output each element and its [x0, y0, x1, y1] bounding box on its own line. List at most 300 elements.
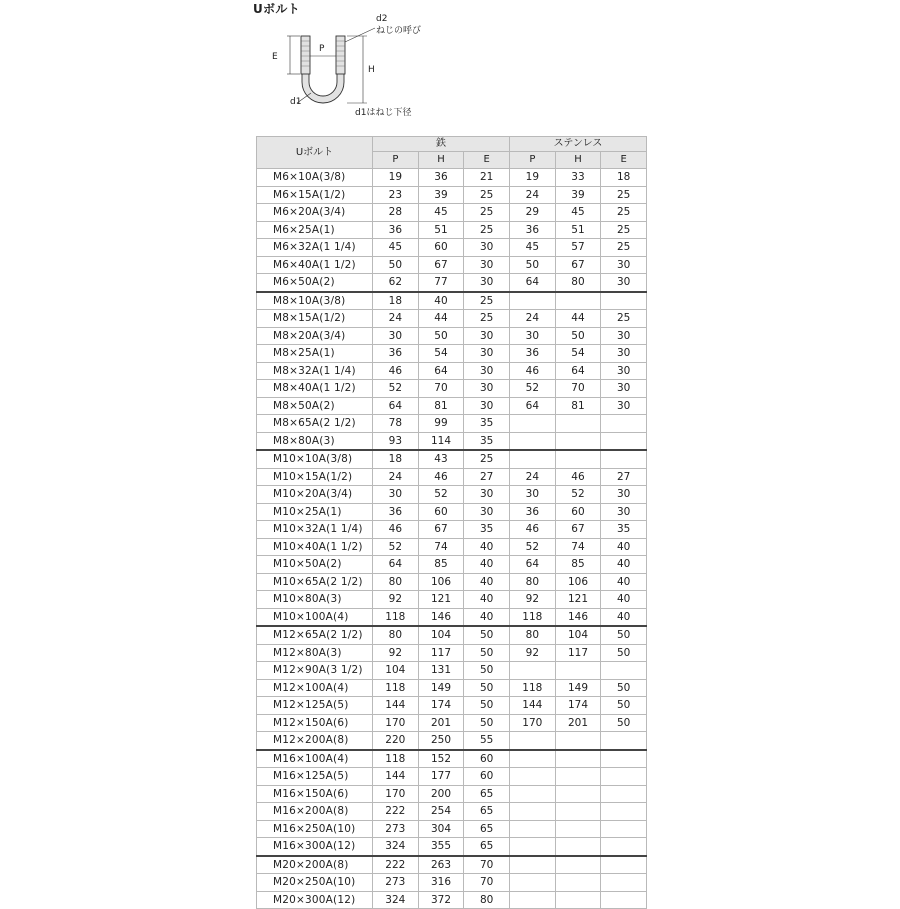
- cell-iron-p: 46: [373, 362, 419, 380]
- cell-iron-p: 36: [373, 221, 419, 239]
- cell-size: M12×80A(3): [257, 644, 373, 662]
- cell-iron-e: 27: [464, 468, 510, 486]
- cell-stainless-e: 50: [601, 697, 647, 715]
- cell-stainless-e: 30: [601, 274, 647, 292]
- cell-iron-h: 250: [418, 732, 464, 750]
- cell-iron-e: 30: [464, 345, 510, 363]
- cell-size: M10×20A(3/4): [257, 486, 373, 504]
- cell-iron-p: 62: [373, 274, 419, 292]
- cell-iron-h: 177: [418, 768, 464, 786]
- cell-size: M10×65A(2 1/2): [257, 573, 373, 591]
- cell-iron-h: 304: [418, 820, 464, 838]
- cell-iron-p: 19: [373, 169, 419, 187]
- cell-iron-e: 25: [464, 310, 510, 328]
- cell-iron-p: 30: [373, 486, 419, 504]
- cell-size: M6×20A(3/4): [257, 204, 373, 222]
- cell-size: M20×200A(8): [257, 856, 373, 874]
- cell-iron-e: 30: [464, 397, 510, 415]
- cell-iron-p: 23: [373, 186, 419, 204]
- table-row: [257, 838, 647, 856]
- label-p: P: [319, 44, 325, 54]
- cell-stainless-e: 30: [601, 362, 647, 380]
- cell-iron-p: 18: [373, 292, 419, 310]
- cell-stainless-e: [601, 838, 647, 856]
- cell-iron-h: 200: [418, 785, 464, 803]
- cell-iron-h: 46: [418, 468, 464, 486]
- table-row: [257, 662, 647, 680]
- cell-iron-h: 85: [418, 556, 464, 574]
- cell-stainless-e: [601, 820, 647, 838]
- cell-iron-e: 30: [464, 486, 510, 504]
- cell-stainless-e: [601, 768, 647, 786]
- spec-table-body: [257, 169, 647, 909]
- cell-stainless-e: 25: [601, 310, 647, 328]
- cell-iron-p: 92: [373, 591, 419, 609]
- cell-stainless-e: [601, 785, 647, 803]
- cell-size: M16×300A(12): [257, 838, 373, 856]
- cell-stainless-e: 30: [601, 503, 647, 521]
- table-row: [257, 785, 647, 803]
- cell-stainless-h: 146: [555, 608, 601, 626]
- cell-stainless-e: 30: [601, 397, 647, 415]
- cell-stainless-e: 25: [601, 204, 647, 222]
- cell-iron-h: 45: [418, 204, 464, 222]
- cell-stainless-p: 30: [510, 486, 556, 504]
- table-row: [257, 432, 647, 450]
- table-row: [257, 697, 647, 715]
- cell-stainless-h: 33: [555, 169, 601, 187]
- cell-stainless-h: 106: [555, 573, 601, 591]
- cell-iron-e: 65: [464, 820, 510, 838]
- cell-stainless-p: 118: [510, 679, 556, 697]
- cell-stainless-e: 30: [601, 345, 647, 363]
- cell-stainless-e: 50: [601, 644, 647, 662]
- cell-stainless-e: 25: [601, 186, 647, 204]
- cell-stainless-p: [510, 820, 556, 838]
- cell-size: M20×300A(12): [257, 891, 373, 909]
- cell-iron-p: 64: [373, 556, 419, 574]
- cell-stainless-p: 80: [510, 573, 556, 591]
- table-row: [257, 556, 647, 574]
- cell-size: M10×15A(1/2): [257, 468, 373, 486]
- table-row: [257, 274, 647, 292]
- cell-stainless-h: 85: [555, 556, 601, 574]
- cell-stainless-h: 60: [555, 503, 601, 521]
- cell-iron-e: 50: [464, 644, 510, 662]
- cell-stainless-h: [555, 432, 601, 450]
- cell-iron-h: 36: [418, 169, 464, 187]
- cell-iron-h: 77: [418, 274, 464, 292]
- cell-stainless-e: [601, 803, 647, 821]
- cell-iron-e: 30: [464, 503, 510, 521]
- cell-stainless-p: [510, 856, 556, 874]
- cell-size: M10×25A(1): [257, 503, 373, 521]
- cell-stainless-h: 39: [555, 186, 601, 204]
- cell-stainless-e: [601, 856, 647, 874]
- cell-iron-p: 45: [373, 239, 419, 257]
- cell-stainless-p: 118: [510, 608, 556, 626]
- cell-stainless-e: [601, 874, 647, 892]
- cell-iron-p: 18: [373, 450, 419, 468]
- table-row: [257, 714, 647, 732]
- cell-iron-e: 40: [464, 591, 510, 609]
- cell-stainless-p: 52: [510, 380, 556, 398]
- cell-iron-p: 28: [373, 204, 419, 222]
- label-h: H: [368, 65, 375, 75]
- spec-table: [256, 136, 647, 909]
- table-row: [257, 292, 647, 310]
- cell-iron-p: 144: [373, 697, 419, 715]
- u-bolt-diagram: [255, 8, 455, 126]
- cell-iron-e: 25: [464, 292, 510, 310]
- cell-iron-p: 118: [373, 608, 419, 626]
- cell-stainless-p: 170: [510, 714, 556, 732]
- header-iron: 鉄: [373, 137, 510, 152]
- cell-size: M8×10A(3/8): [257, 292, 373, 310]
- cell-stainless-e: [601, 432, 647, 450]
- cell-stainless-e: 40: [601, 573, 647, 591]
- table-row: [257, 679, 647, 697]
- cell-iron-p: 144: [373, 768, 419, 786]
- cell-size: M20×250A(10): [257, 874, 373, 892]
- cell-iron-e: 30: [464, 362, 510, 380]
- cell-iron-p: 36: [373, 503, 419, 521]
- cell-size: M16×200A(8): [257, 803, 373, 821]
- cell-iron-e: 65: [464, 803, 510, 821]
- cell-iron-h: 51: [418, 221, 464, 239]
- table-row: [257, 221, 647, 239]
- table-row: [257, 538, 647, 556]
- cell-stainless-e: 50: [601, 626, 647, 644]
- cell-iron-h: 50: [418, 327, 464, 345]
- cell-iron-h: 104: [418, 626, 464, 644]
- cell-size: M10×80A(3): [257, 591, 373, 609]
- cell-stainless-h: 70: [555, 380, 601, 398]
- cell-iron-e: 25: [464, 186, 510, 204]
- cell-size: M8×20A(3/4): [257, 327, 373, 345]
- cell-stainless-h: 117: [555, 644, 601, 662]
- diagram-note: d1はねじ下径: [355, 108, 412, 118]
- cell-size: M8×32A(1 1/4): [257, 362, 373, 380]
- cell-stainless-e: [601, 750, 647, 768]
- cell-stainless-p: 36: [510, 221, 556, 239]
- cell-stainless-p: 24: [510, 468, 556, 486]
- cell-size: M6×50A(2): [257, 274, 373, 292]
- cell-stainless-e: 25: [601, 239, 647, 257]
- table-row: [257, 820, 647, 838]
- cell-stainless-h: 174: [555, 697, 601, 715]
- cell-stainless-p: 52: [510, 538, 556, 556]
- cell-size: M12×90A(3 1/2): [257, 662, 373, 680]
- table-row: [257, 626, 647, 644]
- cell-stainless-p: 64: [510, 556, 556, 574]
- cell-iron-e: 60: [464, 750, 510, 768]
- cell-iron-p: 30: [373, 327, 419, 345]
- cell-iron-h: 355: [418, 838, 464, 856]
- cell-stainless-h: [555, 415, 601, 433]
- cell-size: M8×65A(2 1/2): [257, 415, 373, 433]
- cell-iron-e: 70: [464, 856, 510, 874]
- cell-stainless-p: [510, 838, 556, 856]
- cell-iron-h: 43: [418, 450, 464, 468]
- cell-iron-e: 30: [464, 274, 510, 292]
- cell-size: M16×125A(5): [257, 768, 373, 786]
- cell-iron-h: 67: [418, 256, 464, 274]
- cell-stainless-p: 24: [510, 186, 556, 204]
- cell-iron-p: 78: [373, 415, 419, 433]
- table-row: [257, 750, 647, 768]
- cell-stainless-h: [555, 662, 601, 680]
- cell-iron-p: 273: [373, 874, 419, 892]
- table-row: [257, 856, 647, 874]
- cell-stainless-e: [601, 292, 647, 310]
- cell-stainless-h: 201: [555, 714, 601, 732]
- table-row: [257, 732, 647, 750]
- cell-iron-p: 64: [373, 397, 419, 415]
- cell-stainless-h: [555, 874, 601, 892]
- cell-iron-p: 170: [373, 785, 419, 803]
- cell-iron-p: 104: [373, 662, 419, 680]
- table-row: [257, 239, 647, 257]
- table-row: [257, 310, 647, 328]
- cell-size: M10×40A(1 1/2): [257, 538, 373, 556]
- cell-stainless-p: 80: [510, 626, 556, 644]
- cell-iron-h: 372: [418, 891, 464, 909]
- cell-size: M6×40A(1 1/2): [257, 256, 373, 274]
- header-stainless-e: E: [601, 152, 647, 169]
- cell-stainless-e: 27: [601, 468, 647, 486]
- header-u-bolt: Uボルト: [257, 137, 373, 169]
- cell-iron-e: 55: [464, 732, 510, 750]
- table-row: [257, 486, 647, 504]
- cell-stainless-h: [555, 803, 601, 821]
- cell-iron-e: 50: [464, 697, 510, 715]
- table-row: [257, 573, 647, 591]
- table-row: [257, 468, 647, 486]
- cell-iron-e: 40: [464, 608, 510, 626]
- cell-iron-h: 60: [418, 239, 464, 257]
- cell-iron-e: 65: [464, 838, 510, 856]
- cell-iron-e: 25: [464, 450, 510, 468]
- cell-stainless-p: [510, 732, 556, 750]
- cell-stainless-e: 30: [601, 380, 647, 398]
- cell-iron-p: 220: [373, 732, 419, 750]
- cell-stainless-p: 45: [510, 239, 556, 257]
- cell-stainless-p: 50: [510, 256, 556, 274]
- cell-iron-e: 40: [464, 573, 510, 591]
- table-row: [257, 874, 647, 892]
- cell-iron-h: 117: [418, 644, 464, 662]
- cell-stainless-p: [510, 785, 556, 803]
- label-e: E: [272, 52, 278, 62]
- cell-stainless-e: 40: [601, 538, 647, 556]
- cell-size: M10×32A(1 1/4): [257, 521, 373, 539]
- cell-stainless-p: 46: [510, 362, 556, 380]
- table-row: [257, 608, 647, 626]
- cell-stainless-h: [555, 732, 601, 750]
- table-row: [257, 345, 647, 363]
- cell-stainless-p: 36: [510, 503, 556, 521]
- cell-stainless-h: [555, 750, 601, 768]
- cell-stainless-h: [555, 292, 601, 310]
- cell-stainless-h: [555, 785, 601, 803]
- cell-iron-h: 74: [418, 538, 464, 556]
- cell-iron-p: 36: [373, 345, 419, 363]
- cell-iron-h: 146: [418, 608, 464, 626]
- cell-iron-p: 50: [373, 256, 419, 274]
- header-iron-p: P: [373, 152, 419, 169]
- cell-iron-e: 30: [464, 380, 510, 398]
- page-title: Uボルト: [253, 2, 300, 16]
- cell-iron-p: 118: [373, 679, 419, 697]
- cell-stainless-p: [510, 750, 556, 768]
- cell-iron-e: 50: [464, 662, 510, 680]
- cell-iron-h: 40: [418, 292, 464, 310]
- table-row: [257, 503, 647, 521]
- cell-iron-p: 273: [373, 820, 419, 838]
- cell-iron-e: 40: [464, 538, 510, 556]
- cell-stainless-h: 54: [555, 345, 601, 363]
- table-row: [257, 803, 647, 821]
- cell-stainless-p: 46: [510, 521, 556, 539]
- cell-iron-h: 81: [418, 397, 464, 415]
- cell-stainless-h: 51: [555, 221, 601, 239]
- cell-size: M6×10A(3/8): [257, 169, 373, 187]
- cell-size: M12×100A(4): [257, 679, 373, 697]
- table-row: [257, 186, 647, 204]
- table-row: [257, 204, 647, 222]
- cell-size: M8×80A(3): [257, 432, 373, 450]
- cell-iron-e: 25: [464, 204, 510, 222]
- table-row: [257, 380, 647, 398]
- cell-iron-e: 21: [464, 169, 510, 187]
- cell-size: M8×25A(1): [257, 345, 373, 363]
- cell-iron-h: 70: [418, 380, 464, 398]
- table-row: [257, 450, 647, 468]
- cell-iron-h: 67: [418, 521, 464, 539]
- cell-stainless-e: 40: [601, 608, 647, 626]
- cell-iron-h: 64: [418, 362, 464, 380]
- cell-stainless-p: 30: [510, 327, 556, 345]
- cell-stainless-e: 30: [601, 486, 647, 504]
- cell-stainless-p: 24: [510, 310, 556, 328]
- cell-iron-e: 50: [464, 679, 510, 697]
- cell-iron-h: 60: [418, 503, 464, 521]
- cell-iron-p: 324: [373, 891, 419, 909]
- cell-stainless-p: 92: [510, 591, 556, 609]
- cell-iron-h: 316: [418, 874, 464, 892]
- cell-iron-e: 65: [464, 785, 510, 803]
- cell-stainless-p: 92: [510, 644, 556, 662]
- cell-iron-p: 80: [373, 626, 419, 644]
- cell-stainless-e: [601, 662, 647, 680]
- table-row: [257, 768, 647, 786]
- cell-stainless-e: 30: [601, 327, 647, 345]
- header-stainless-h: H: [555, 152, 601, 169]
- cell-size: M10×100A(4): [257, 608, 373, 626]
- table-row: [257, 415, 647, 433]
- cell-iron-h: 152: [418, 750, 464, 768]
- cell-stainless-e: [601, 450, 647, 468]
- cell-iron-h: 121: [418, 591, 464, 609]
- cell-stainless-e: 50: [601, 714, 647, 732]
- cell-iron-p: 324: [373, 838, 419, 856]
- cell-iron-h: 99: [418, 415, 464, 433]
- cell-size: M12×65A(2 1/2): [257, 626, 373, 644]
- cell-stainless-p: [510, 415, 556, 433]
- cell-size: M8×15A(1/2): [257, 310, 373, 328]
- cell-stainless-h: 46: [555, 468, 601, 486]
- cell-iron-p: 24: [373, 310, 419, 328]
- cell-iron-p: 46: [373, 521, 419, 539]
- cell-iron-p: 222: [373, 803, 419, 821]
- cell-stainless-e: 25: [601, 221, 647, 239]
- cell-iron-h: 149: [418, 679, 464, 697]
- cell-stainless-p: [510, 292, 556, 310]
- cell-iron-e: 35: [464, 415, 510, 433]
- cell-iron-h: 201: [418, 714, 464, 732]
- cell-iron-e: 25: [464, 221, 510, 239]
- cell-size: M10×50A(2): [257, 556, 373, 574]
- header-stainless: ステンレス: [510, 137, 647, 152]
- cell-size: M8×50A(2): [257, 397, 373, 415]
- cell-stainless-p: 64: [510, 274, 556, 292]
- cell-iron-e: 80: [464, 891, 510, 909]
- cell-iron-p: 52: [373, 538, 419, 556]
- cell-stainless-e: 50: [601, 679, 647, 697]
- cell-iron-h: 254: [418, 803, 464, 821]
- cell-size: M12×200A(8): [257, 732, 373, 750]
- cell-size: M6×25A(1): [257, 221, 373, 239]
- cell-stainless-h: 44: [555, 310, 601, 328]
- cell-stainless-h: 81: [555, 397, 601, 415]
- cell-iron-e: 30: [464, 256, 510, 274]
- cell-size: M12×150A(6): [257, 714, 373, 732]
- cell-stainless-e: 18: [601, 169, 647, 187]
- cell-iron-e: 30: [464, 239, 510, 257]
- cell-stainless-h: 74: [555, 538, 601, 556]
- cell-stainless-h: 64: [555, 362, 601, 380]
- cell-iron-e: 30: [464, 327, 510, 345]
- table-row: [257, 256, 647, 274]
- cell-iron-p: 80: [373, 573, 419, 591]
- table-row: [257, 591, 647, 609]
- cell-size: M6×15A(1/2): [257, 186, 373, 204]
- cell-iron-h: 263: [418, 856, 464, 874]
- cell-stainless-p: [510, 662, 556, 680]
- cell-iron-e: 50: [464, 714, 510, 732]
- cell-stainless-p: [510, 803, 556, 821]
- cell-iron-e: 60: [464, 768, 510, 786]
- header-stainless-p: P: [510, 152, 556, 169]
- cell-stainless-e: 40: [601, 556, 647, 574]
- cell-iron-p: 24: [373, 468, 419, 486]
- cell-stainless-e: 35: [601, 521, 647, 539]
- cell-stainless-h: [555, 838, 601, 856]
- cell-size: M8×40A(1 1/2): [257, 380, 373, 398]
- cell-iron-h: 174: [418, 697, 464, 715]
- table-row: [257, 397, 647, 415]
- cell-stainless-h: [555, 450, 601, 468]
- cell-stainless-h: 50: [555, 327, 601, 345]
- table-row: [257, 362, 647, 380]
- cell-iron-h: 54: [418, 345, 464, 363]
- cell-stainless-p: 64: [510, 397, 556, 415]
- cell-stainless-p: 144: [510, 697, 556, 715]
- cell-stainless-p: [510, 768, 556, 786]
- cell-stainless-e: [601, 732, 647, 750]
- cell-stainless-h: 57: [555, 239, 601, 257]
